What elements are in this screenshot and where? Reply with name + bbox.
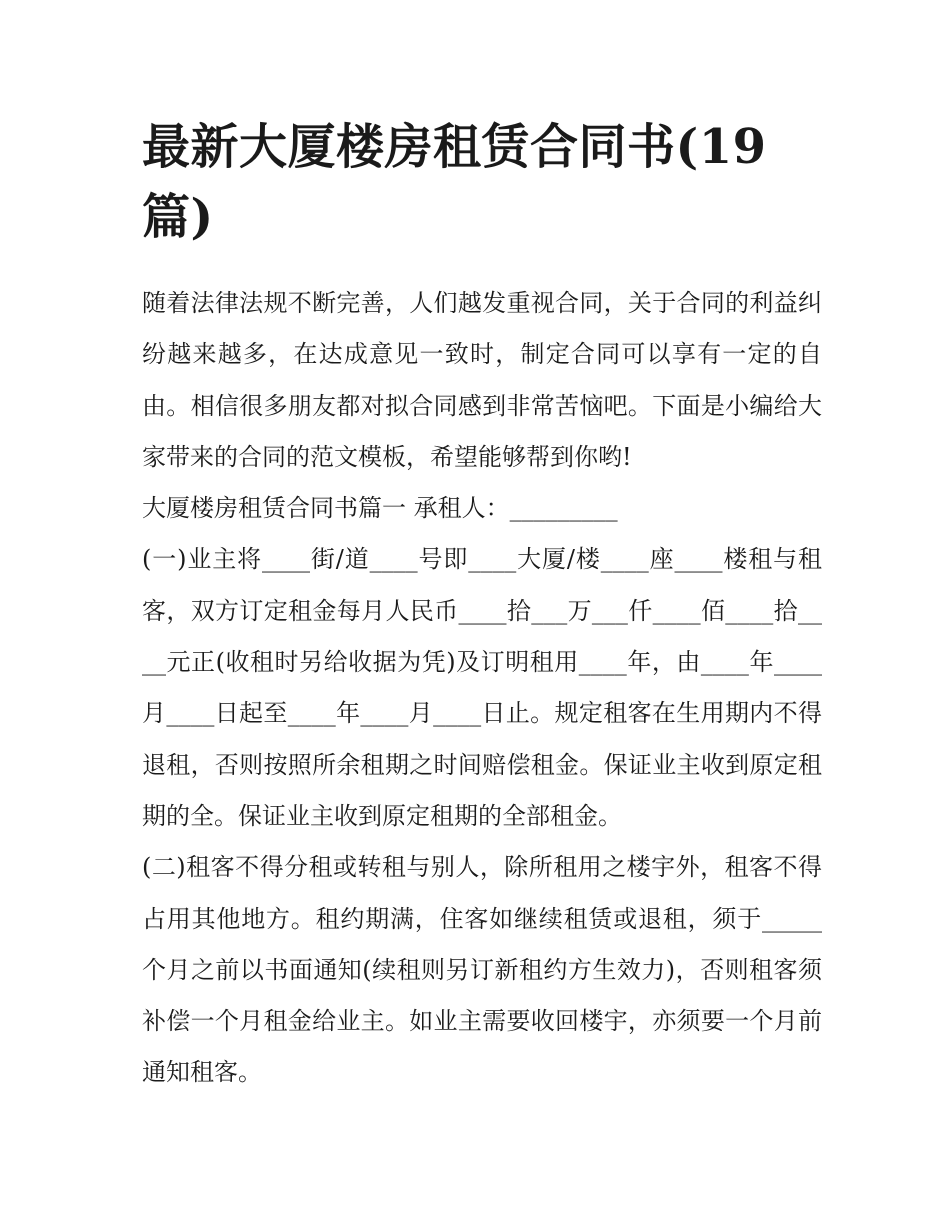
clause-two-paragraph: (二)租客不得分租或转租与别人，除所租用之楼宇外，租客不得占用其他地方。租约期满，住客如继续租赁或退租，须于_____个月之前以书面通知(续租则另订新租约方生效力)，否则租客须补偿一个月租金给业主。如业主需要收回楼宇，亦须要一个月前通知租客。 bbox=[142, 853, 822, 1087]
document-page bbox=[142, 112, 822, 1099]
document-title: 最新大厦楼房租赁合同书(19篇) bbox=[142, 119, 767, 245]
section-heading-paragraph: 大厦楼房租赁合同书篇一 承租人：_________ bbox=[142, 494, 618, 523]
clause-one-paragraph: (一)业主将____街/道____号即____大厦/楼____座____楼租与租客，双方订定租金每月人民币____拾___万___仟____佰____拾____元正(收租时另给收据为凭)及订明租用____年，由____年____月____日起至____年____月____日止。规定租客在生用期内不得退租，否则按照所余租期之时间赔偿租金。保证业主收到原定租期的全。保证业主收到原定租期的全部租金。 bbox=[142, 545, 822, 830]
intro-paragraph: 随着法律法规不断完善，人们越发重视合同，关于合同的利益纠纷越来越多，在达成意见一致时，制定合同可以享有一定的自由。相信很多朋友都对拟合同感到非常苦恼吧。下面是小编给大家带来的合同的范文模板，希望能够帮到你哟! bbox=[142, 289, 822, 471]
document-body bbox=[142, 278, 822, 1099]
